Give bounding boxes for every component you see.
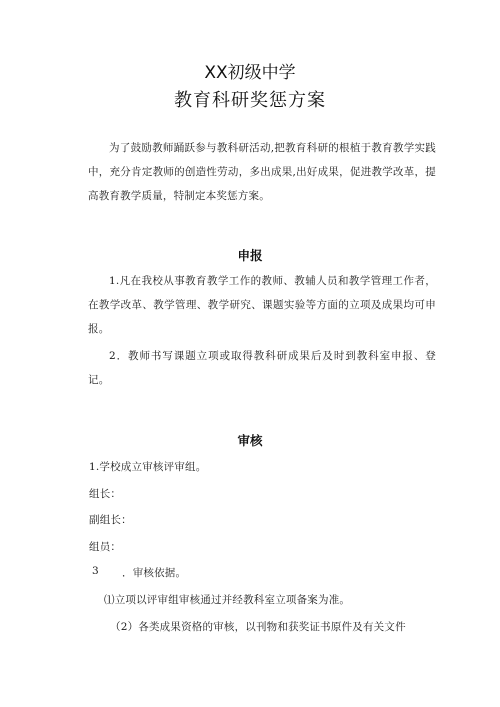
- members-label: 组员：: [89, 541, 122, 553]
- shenbao-item-2: 2．教师书写课题立项或取得教科研成果后及时到教科室申报、登记。: [88, 350, 436, 386]
- group-leader-label: 组长：: [89, 488, 122, 500]
- section-heading-shenbao: 申报: [237, 248, 263, 263]
- shenhe-sub-item-1: ⑴立项以评审组审核通过并经教科室立项备案为准。: [104, 594, 351, 606]
- document-title: 教育科研奖惩方案: [174, 90, 326, 111]
- intro-paragraph: 为了鼓励教师踊跃参与教科研活动,把教育科研的根植于教育教学实践中，充分肯定教师的创造性劳动，多出成果,出好成果，促进教学改革，提高教育教学质量，特制定本奖惩方案。: [88, 142, 436, 202]
- shenhe-item-3-text: ．审核依据。: [122, 567, 187, 579]
- shenhe-item-3-number: 3: [92, 565, 99, 577]
- school-name: XX初级中学: [204, 63, 296, 83]
- shenbao-item-1: 1.凡在我校从事教育教学工作的教师、教辅人员和教学管理工作者，在教学改革、教学管理、教学研究、课题实验等方面的立项及成果均可申报。: [88, 275, 436, 335]
- vice-leader-label: 副组长：: [89, 514, 132, 526]
- shenhe-sub-item-2: （2）各类成果资格的审核，以刊物和获奖证书原件及有关文件: [110, 621, 406, 633]
- shenhe-item-1: 1.学校成立审核评审组。: [89, 461, 207, 473]
- section-heading-shenhe: 审核: [237, 433, 263, 448]
